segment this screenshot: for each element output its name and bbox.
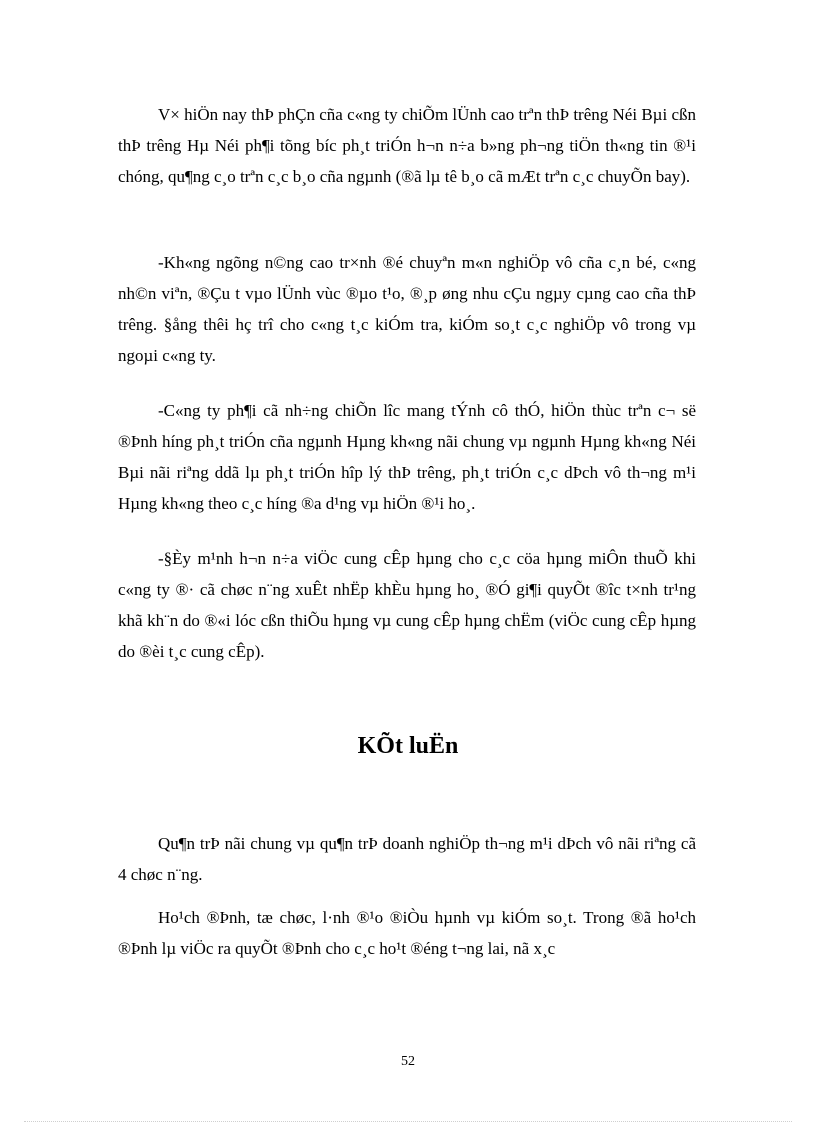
paragraph-3: -C«ng ty ph¶i cã nh÷ng chiÕn lîc mang tÝnh cô thÓ, hiÖn thùc trªn c¬ së ®Þnh híng ph¸t triÓn cña ngµnh Hµng kh«ng nãi chung vµ ngµnh Hµng kh«ng Néi Bµi nãi riªng ddã lµ ph¸t triÓn hîp lý thÞ trêng, ph¸t triÓn c¸c dÞch vô th¬ng m¹i Hµng kh«ng theo c¸c híng ®a d¹ng vµ hiÖn ®¹i ho¸. (118, 401, 696, 513)
section-heading: KÕt luËn (357, 733, 459, 759)
paragraph-1: V× hiÖn nay thÞ phÇn cña c«ng ty chiÕm lÜnh cao trªn thÞ trêng Néi Bµi cßn thÞ trêng Hµ Néi ph¶i tõng bíc ph¸t triÓn h¬n n÷a b»ng ph¬ng tiÖn th«ng tin ®¹i chóng, qu¶ng c¸o trªn c¸c b¸o cña ngµnh (®ã lµ tê b¸o cã mÆt trªn c¸c chuyÕn bay). (118, 105, 696, 186)
paragraph-5: Qu¶n trÞ nãi chung vµ qu¶n trÞ doanh nghiÖp th¬ng m¹i dÞch vô nãi riªng cã 4 chøc n¨ng. (118, 834, 696, 884)
paragraph-6: Ho¹ch ®Þnh, tæ chøc, l·nh ®¹o ®iÒu hµnh vµ kiÓm so¸t. Trong ®ã ho¹ch ®Þnh lµ viÖc ra quyÕt ®Þnh cho c¸c ho¹t ®éng t¬ng lai, nã x¸c (118, 908, 696, 958)
paragraph-2: -Kh«ng ngõng n©ng cao tr×nh ®é chuyªn m«n nghiÖp vô cña c¸n bé, c«ng nh©n viªn, ®Çu t vµo lÜnh vùc ®µo t¹o, ®¸p øng nhu cÇu ngµy cµng cao cña thÞ trêng. §ång thêi hç trî cho c«ng t¸c kiÓm tra, kiÓm so¸t c¸c nghiÖp vô trong vµ ngoµi c«ng ty. (118, 253, 696, 365)
page-number: 52 (401, 1054, 415, 1069)
bottom-divider (24, 1121, 792, 1122)
paragraph-4: -§Èy m¹nh h¬n n÷a viÖc cung cÊp hµng cho c¸c cöa hµng miÔn thuÕ khi c«ng ty ®· cã chøc n¨ng xuÊt nhËp khÈu hµng ho¸ ®Ó gi¶i quyÕt ®îc t×nh tr¹ng khã kh¨n do ®«i lóc cßn thiÕu hµng vµ cung cÊp hµng chËm (viÖc cung cÊp hµng do ®èi t¸c cung cÊp). (118, 549, 696, 661)
